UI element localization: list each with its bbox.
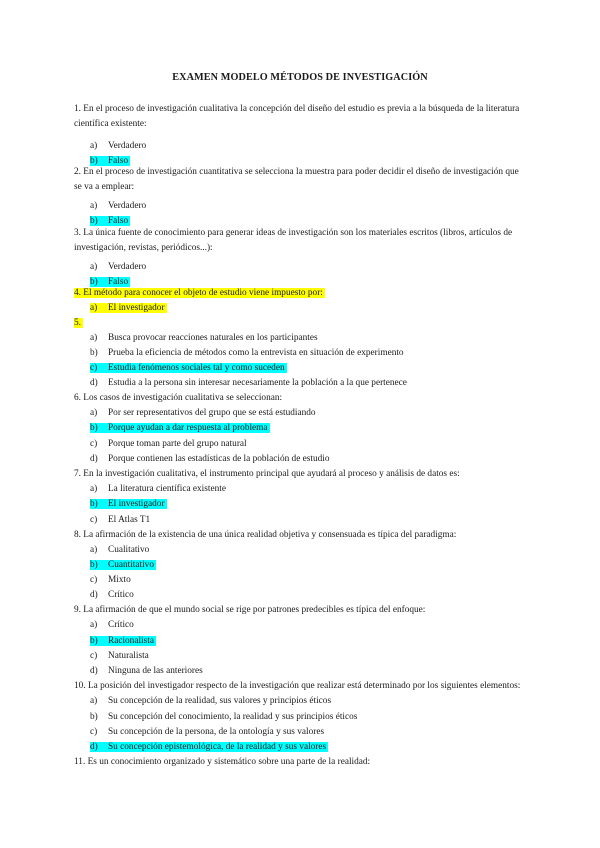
option-letter: a) bbox=[90, 262, 98, 272]
question-4-option bbox=[90, 302, 167, 314]
option-letter: b) bbox=[90, 277, 98, 287]
correct-answer-highlight bbox=[90, 363, 287, 373]
question-2-option bbox=[90, 215, 130, 227]
question-8-option bbox=[90, 559, 156, 571]
question-9-text-line bbox=[74, 604, 425, 616]
option-text: El investigador bbox=[108, 303, 165, 313]
option-text: Falso bbox=[108, 156, 129, 166]
option-text: Su concepción de la realidad, sus valores y principios éticos bbox=[108, 696, 332, 706]
option-content bbox=[90, 348, 404, 358]
option-letter: c) bbox=[90, 727, 98, 737]
option-content bbox=[90, 651, 149, 661]
question-3-text-line bbox=[74, 242, 213, 254]
question-10-option bbox=[90, 695, 331, 707]
question-1-option bbox=[90, 140, 146, 152]
question-text: científica existente: bbox=[74, 119, 147, 129]
option-content bbox=[90, 454, 330, 464]
question-text: 6. Los casos de investigación cualitativa se seleccionan: bbox=[74, 393, 283, 403]
option-content bbox=[90, 333, 318, 343]
option-letter: c) bbox=[90, 575, 98, 585]
option-letter: a) bbox=[90, 408, 98, 418]
question-8-option bbox=[90, 589, 134, 601]
option-letter: b) bbox=[90, 499, 98, 509]
question-3-option bbox=[90, 261, 146, 273]
question-9-option bbox=[90, 619, 134, 631]
option-text: El investigador bbox=[108, 499, 165, 509]
question-text: 2. En el proceso de investigación cuantitativa se selecciona la muestra para poder decidir el diseño de investigación que bbox=[74, 167, 519, 177]
option-letter: d) bbox=[90, 590, 98, 600]
option-content bbox=[90, 378, 407, 388]
question-2-text-line bbox=[74, 181, 134, 193]
question-8-text-line bbox=[74, 529, 456, 541]
option-letter: a) bbox=[90, 333, 98, 343]
question-5-option bbox=[90, 362, 287, 374]
option-content bbox=[90, 590, 134, 600]
correct-answer-highlight bbox=[90, 742, 328, 752]
option-letter: b) bbox=[90, 423, 98, 433]
option-letter: a) bbox=[90, 201, 98, 211]
option-letter: c) bbox=[90, 515, 98, 525]
question-9-option bbox=[90, 635, 156, 647]
option-text: Estudia a la persona sin interesar necesariamente la población a la que pertenece bbox=[108, 378, 407, 388]
correct-answer-highlight bbox=[90, 216, 130, 226]
question-2-option bbox=[90, 200, 146, 212]
option-content bbox=[90, 141, 146, 151]
question-text: investigación, revistas, periódicos...): bbox=[74, 243, 213, 253]
question-1-text-line bbox=[74, 118, 147, 130]
correct-answer-highlight bbox=[90, 156, 130, 166]
option-text: Mixto bbox=[108, 575, 131, 585]
question-7-option bbox=[90, 483, 226, 495]
option-text: Naturalista bbox=[108, 651, 149, 661]
option-text: Estudia fenómenos sociales tal y como suceden bbox=[108, 363, 285, 373]
option-content bbox=[90, 515, 150, 525]
correct-answer-highlight bbox=[90, 636, 156, 646]
option-text: Su concepción de la persona, de la ontología y sus valores bbox=[108, 727, 325, 737]
question-6-option bbox=[90, 422, 270, 434]
question-5-option bbox=[90, 347, 404, 359]
question-11-text-line bbox=[74, 756, 370, 768]
correct-answer-highlight bbox=[90, 423, 270, 433]
option-letter: b) bbox=[90, 712, 98, 722]
option-text: Porque contienen las estadísticas de la población de estudio bbox=[108, 454, 330, 464]
option-text: Prueba la eficiencia de métodos como la entrevista en situación de experimento bbox=[108, 348, 404, 358]
option-text: Verdadero bbox=[108, 141, 147, 151]
option-letter: b) bbox=[90, 348, 98, 358]
answer-highlight bbox=[90, 303, 167, 313]
correct-answer-highlight bbox=[90, 499, 167, 509]
question-6-option bbox=[90, 407, 316, 419]
question-text: 8. La afirmación de la existencia de una única realidad objetiva y consensuada es típica del paradigma: bbox=[74, 530, 457, 540]
question-3-text-line bbox=[74, 227, 512, 239]
option-letter: b) bbox=[90, 216, 98, 226]
option-letter: a) bbox=[90, 696, 98, 706]
question-10-option bbox=[90, 741, 328, 753]
option-letter: a) bbox=[90, 484, 98, 494]
question-7-option bbox=[90, 498, 167, 510]
question-5-option bbox=[90, 377, 407, 389]
question-10-text-line bbox=[74, 680, 520, 692]
question-9-option bbox=[90, 665, 203, 677]
option-text: Su concepción epistemológica, de la realidad y sus valores bbox=[108, 742, 327, 752]
option-letter: d) bbox=[90, 378, 98, 388]
option-text: Falso bbox=[108, 216, 129, 226]
option-letter: c) bbox=[90, 363, 98, 373]
option-text: Busca provocar reacciones naturales en los participantes bbox=[108, 333, 318, 343]
option-content bbox=[90, 439, 247, 449]
option-text: Porque ayudan a dar respuesta al problema bbox=[108, 423, 268, 433]
option-letter: a) bbox=[90, 545, 98, 555]
option-content bbox=[90, 484, 226, 494]
option-content bbox=[90, 712, 357, 722]
option-text: Su concepción del conocimiento, la realidad y sus principios éticos bbox=[108, 712, 358, 722]
option-letter: d) bbox=[90, 666, 98, 676]
option-content bbox=[90, 620, 134, 630]
option-letter: d) bbox=[90, 742, 98, 752]
question-7-text-line bbox=[74, 468, 460, 480]
question-6-option bbox=[90, 453, 330, 465]
question-10-option bbox=[90, 726, 324, 738]
option-content bbox=[90, 575, 131, 585]
option-content bbox=[90, 696, 331, 706]
option-text: Verdadero bbox=[108, 262, 147, 272]
option-text: Cualitativo bbox=[108, 545, 150, 555]
question-text: 3. La única fuente de conocimiento para generar ideas de investigación son los materiales escritos (libros, artículos de bbox=[74, 228, 513, 238]
option-text: Por ser representativos del grupo que se está estudiando bbox=[108, 408, 316, 418]
option-text: Cuantitativo bbox=[108, 560, 154, 570]
option-letter: c) bbox=[90, 439, 98, 449]
question-text: se va a emplear: bbox=[74, 182, 135, 192]
question-5-option bbox=[90, 332, 318, 344]
option-text: Porque toman parte del grupo natural bbox=[108, 439, 247, 449]
option-letter: a) bbox=[90, 141, 98, 151]
option-text: Falso bbox=[108, 277, 129, 287]
option-text: Verdadero bbox=[108, 201, 147, 211]
question-6-option bbox=[90, 438, 247, 450]
question-4-text-line bbox=[74, 287, 325, 299]
option-letter: a) bbox=[90, 303, 98, 313]
question-text: 10. La posición del investigador respecto de la investigación que realizar está determinado por los siguientes elementos: bbox=[74, 681, 521, 691]
question-10-option bbox=[90, 711, 357, 723]
question-9-option bbox=[90, 650, 149, 662]
option-text: Racionalista bbox=[108, 636, 154, 646]
option-letter: a) bbox=[90, 620, 98, 630]
question-text: 4. El método para conocer el objeto de estudio viene impuesto por: bbox=[74, 288, 323, 298]
option-content bbox=[90, 408, 316, 418]
question-text: 1. En el proceso de investigación cualitativa la concepción del diseño del estudio es previa a la búsqueda de la literatura bbox=[74, 104, 520, 114]
question-7-option bbox=[90, 514, 150, 526]
option-text: Crítico bbox=[108, 620, 134, 630]
question-text: 5. bbox=[74, 318, 81, 328]
question-1-text-line bbox=[74, 103, 519, 115]
question-8-option bbox=[90, 574, 131, 586]
option-content bbox=[90, 262, 146, 272]
option-letter: c) bbox=[90, 651, 98, 661]
correct-answer-highlight bbox=[90, 277, 130, 287]
question-text: 11. Es un conocimiento organizado y sistemático sobre una parte de la realidad: bbox=[74, 757, 371, 767]
correct-answer-highlight bbox=[90, 560, 156, 570]
option-letter: b) bbox=[90, 636, 98, 646]
question-2-text-line bbox=[74, 166, 519, 178]
option-content bbox=[90, 545, 149, 555]
exam-title: EXAMEN MODELO MÉTODOS DE INVESTIGACIÓN bbox=[172, 72, 428, 83]
question-text: 9. La afirmación de que el mundo social se rige por patrones predecibles es típica del enfoque: bbox=[74, 605, 426, 615]
option-letter: d) bbox=[90, 454, 98, 464]
option-content bbox=[90, 727, 324, 737]
option-text: El Atlas T1 bbox=[108, 515, 151, 525]
question-5-text-line bbox=[74, 317, 83, 329]
option-content bbox=[90, 666, 203, 676]
question-8-option bbox=[90, 544, 149, 556]
question-6-text-line bbox=[74, 392, 282, 404]
option-letter: b) bbox=[90, 156, 98, 166]
option-content bbox=[90, 201, 146, 211]
option-text: Crítico bbox=[108, 590, 134, 600]
option-letter: b) bbox=[90, 560, 98, 570]
option-text: La literatura científica existente bbox=[108, 484, 226, 494]
option-text: Ninguna de las anteriores bbox=[108, 666, 203, 676]
question-text: 7. En la investigación cualitativa, el instrumento principal que ayudará al proceso y análisis de datos es: bbox=[74, 469, 460, 479]
